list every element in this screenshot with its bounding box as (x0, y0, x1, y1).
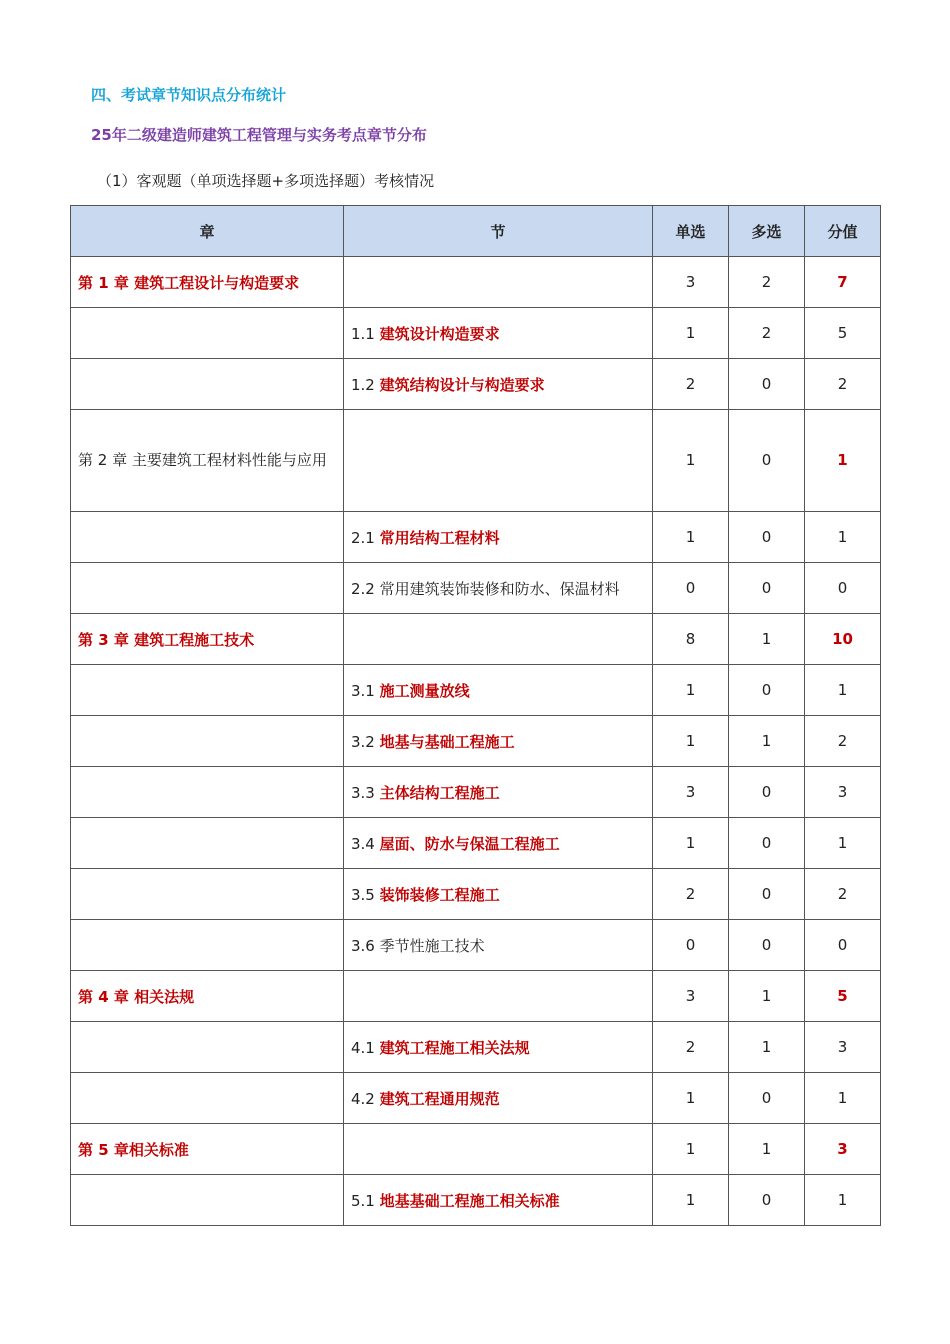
multi-choice-count: 1 (729, 716, 805, 767)
score-value: 3 (805, 767, 881, 818)
section-cell (344, 359, 653, 410)
single-choice-count: 1 (653, 1073, 729, 1124)
table-row (71, 767, 881, 818)
score-value: 0 (805, 563, 881, 614)
single-choice-count: 1 (653, 716, 729, 767)
table-row (71, 359, 881, 410)
section-title: 常用结构工程材料 (379, 528, 500, 547)
chapter-cell (71, 512, 344, 563)
score-value: 1 (805, 1073, 881, 1124)
section-cell (344, 614, 653, 665)
section-cell (344, 767, 653, 818)
score-value: 1 (805, 410, 881, 512)
section-number: 2.1 (351, 528, 380, 547)
chapter-cell (71, 1073, 344, 1124)
chapter-cell: 第 2 章 主要建筑工程材料性能与应用 (71, 410, 344, 512)
multi-choice-count: 2 (729, 308, 805, 359)
chapter-cell (71, 767, 344, 818)
section-cell (344, 971, 653, 1022)
multi-choice-count: 2 (729, 257, 805, 308)
chapter-cell: 第 5 章相关标准 (71, 1124, 344, 1175)
multi-choice-count: 0 (729, 818, 805, 869)
single-choice-count: 0 (653, 920, 729, 971)
section-heading: 四、考试章节知识点分布统计 (91, 86, 287, 104)
section-title: 装饰装修工程施工 (379, 885, 500, 904)
table-row (71, 869, 881, 920)
table-row (71, 1073, 881, 1124)
table-row (71, 257, 881, 308)
multi-choice-count: 0 (729, 1175, 805, 1226)
single-choice-count: 2 (653, 359, 729, 410)
table-row (71, 410, 881, 512)
section-cell (344, 818, 653, 869)
multi-choice-count: 0 (729, 767, 805, 818)
single-choice-count: 1 (653, 665, 729, 716)
table-caption: （1）客观题（单项选择题+多项选择题）考核情况 (97, 172, 435, 190)
table-row (71, 818, 881, 869)
multi-choice-count: 0 (729, 869, 805, 920)
header-section: 节 (344, 206, 653, 257)
multi-choice-count: 0 (729, 665, 805, 716)
section-title: 建筑工程通用规范 (379, 1089, 500, 1108)
section-number: 3.2 (351, 732, 380, 751)
chapter-cell (71, 308, 344, 359)
chapter-cell (71, 359, 344, 410)
single-choice-count: 1 (653, 512, 729, 563)
section-cell (344, 1073, 653, 1124)
section-title: 常用建筑装饰装修和防水、保温材料 (379, 579, 620, 598)
header-multi-choice: 多选 (729, 206, 805, 257)
section-cell (344, 512, 653, 563)
table-row (71, 665, 881, 716)
table-row (71, 308, 881, 359)
score-value: 2 (805, 716, 881, 767)
score-value: 2 (805, 359, 881, 410)
multi-choice-count: 0 (729, 563, 805, 614)
section-number: 1.1 (351, 324, 380, 343)
table-row (71, 920, 881, 971)
section-title: 施工测量放线 (379, 681, 470, 700)
section-cell (344, 665, 653, 716)
chapter-cell (71, 818, 344, 869)
section-title: 建筑设计构造要求 (379, 324, 500, 343)
chapter-distribution-table (70, 205, 881, 1226)
single-choice-count: 2 (653, 1022, 729, 1073)
score-value: 3 (805, 1124, 881, 1175)
table-row (71, 563, 881, 614)
section-number: 3.5 (351, 885, 380, 904)
section-title: 建筑结构设计与构造要求 (379, 375, 545, 394)
header-score: 分值 (805, 206, 881, 257)
chapter-cell: 第 4 章 相关法规 (71, 971, 344, 1022)
section-number: 3.6 (351, 936, 380, 955)
chapter-cell (71, 563, 344, 614)
score-value: 10 (805, 614, 881, 665)
score-value: 2 (805, 869, 881, 920)
single-choice-count: 1 (653, 308, 729, 359)
score-value: 7 (805, 257, 881, 308)
chapter-cell: 第 3 章 建筑工程施工技术 (71, 614, 344, 665)
section-number: 3.4 (351, 834, 380, 853)
section-cell (344, 563, 653, 614)
single-choice-count: 1 (653, 1124, 729, 1175)
table-row (71, 716, 881, 767)
section-cell (344, 1175, 653, 1226)
single-choice-count: 0 (653, 563, 729, 614)
section-cell (344, 920, 653, 971)
score-value: 5 (805, 971, 881, 1022)
score-value: 5 (805, 308, 881, 359)
table-row (71, 1022, 881, 1073)
header-chapter: 章 (71, 206, 344, 257)
multi-choice-count: 0 (729, 410, 805, 512)
single-choice-count: 1 (653, 1175, 729, 1226)
section-number: 3.1 (351, 681, 380, 700)
section-title: 地基与基础工程施工 (379, 732, 515, 751)
single-choice-count: 3 (653, 971, 729, 1022)
score-value: 1 (805, 818, 881, 869)
section-number: 2.2 (351, 579, 380, 598)
section-title: 屋面、防水与保温工程施工 (379, 834, 560, 853)
multi-choice-count: 0 (729, 920, 805, 971)
single-choice-count: 3 (653, 257, 729, 308)
table-title: 25年二级建造师建筑工程管理与实务考点章节分布 (91, 126, 427, 144)
section-cell (344, 1124, 653, 1175)
section-number: 4.1 (351, 1038, 380, 1057)
single-choice-count: 8 (653, 614, 729, 665)
header-single-choice: 单选 (653, 206, 729, 257)
table-row (71, 512, 881, 563)
section-number: 5.1 (351, 1191, 380, 1210)
section-title: 主体结构工程施工 (379, 783, 500, 802)
multi-choice-count: 1 (729, 1022, 805, 1073)
chapter-cell (71, 920, 344, 971)
multi-choice-count: 1 (729, 614, 805, 665)
table-row (71, 614, 881, 665)
multi-choice-count: 0 (729, 359, 805, 410)
section-number: 1.2 (351, 375, 380, 394)
table-row (71, 1124, 881, 1175)
section-title: 建筑工程施工相关法规 (379, 1038, 530, 1057)
chapter-cell (71, 665, 344, 716)
section-cell (344, 869, 653, 920)
chapter-cell (71, 869, 344, 920)
table-header-row (71, 206, 881, 257)
section-title: 季节性施工技术 (379, 936, 485, 955)
section-number: 4.2 (351, 1089, 380, 1108)
chapter-cell (71, 1175, 344, 1226)
multi-choice-count: 0 (729, 512, 805, 563)
single-choice-count: 2 (653, 869, 729, 920)
chapter-cell (71, 716, 344, 767)
table-row (71, 1175, 881, 1226)
chapter-cell: 第 1 章 建筑工程设计与构造要求 (71, 257, 344, 308)
multi-choice-count: 1 (729, 1124, 805, 1175)
chapter-cell (71, 1022, 344, 1073)
score-value: 3 (805, 1022, 881, 1073)
section-cell (344, 257, 653, 308)
section-cell (344, 716, 653, 767)
score-value: 1 (805, 665, 881, 716)
section-cell (344, 1022, 653, 1073)
section-number: 3.3 (351, 783, 380, 802)
section-title: 地基基础工程施工相关标准 (379, 1191, 560, 1210)
single-choice-count: 3 (653, 767, 729, 818)
single-choice-count: 1 (653, 410, 729, 512)
score-value: 1 (805, 512, 881, 563)
multi-choice-count: 0 (729, 1073, 805, 1124)
score-value: 1 (805, 1175, 881, 1226)
section-cell (344, 308, 653, 359)
single-choice-count: 1 (653, 818, 729, 869)
section-cell (344, 410, 653, 512)
score-value: 0 (805, 920, 881, 971)
table-row (71, 971, 881, 1022)
multi-choice-count: 1 (729, 971, 805, 1022)
